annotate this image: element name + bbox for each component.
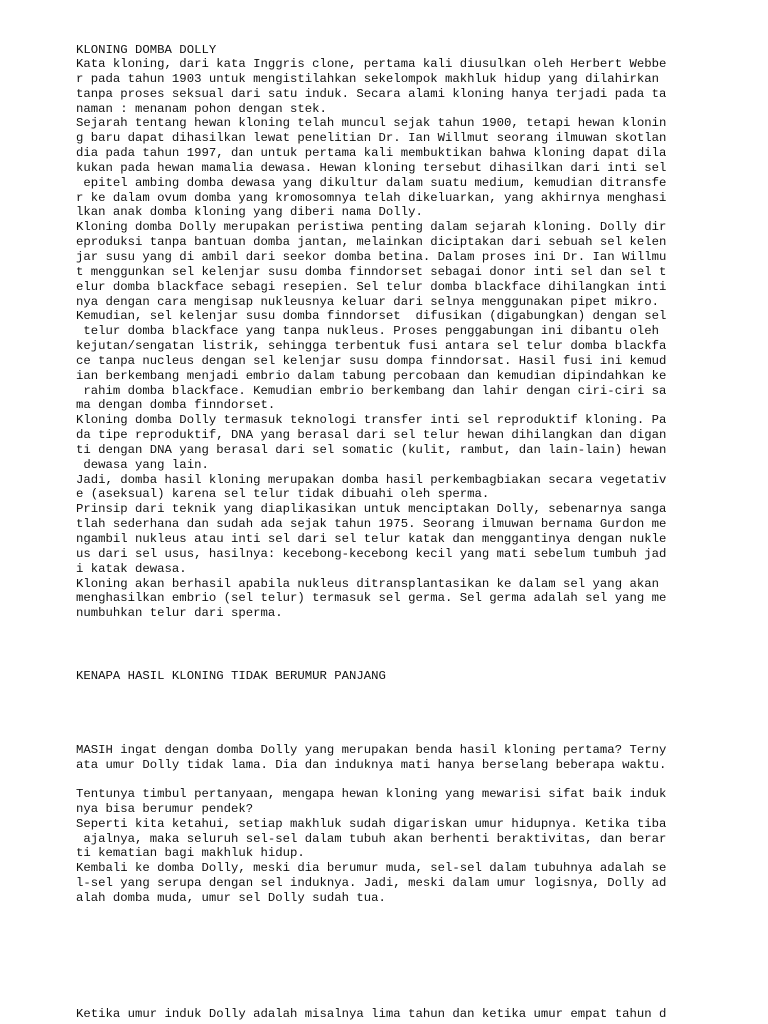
text-line: Jadi, domba hasil kloning merupakan domba hasil perkembagbiakan secara vegetativ xyxy=(76,472,667,487)
text-line: kejutan/sengatan listrik, sehingga terbentuk fusi antara sel telur domba blackfa xyxy=(76,339,667,354)
text-line: ian berkembang menjadi embrio dalam tabung percobaan dan kemudian dipindahkan ke xyxy=(76,368,667,383)
text-line: ma dengan domba finndorset. xyxy=(76,398,276,413)
text-line: nya dengan cara mengisap nukleusnya keluar dari selnya menggunakan pipet mikro. xyxy=(76,294,659,309)
text-line: naman : menanam pohon dengan stek. xyxy=(76,101,327,116)
text-line: telur domba blackface yang tanpa nukleus. Proses penggabungan ini dibantu oleh xyxy=(76,324,659,339)
text-line: Sejarah tentang hewan kloning telah muncul sejak tahun 1900, tetapi hewan klonin xyxy=(76,116,667,131)
text-line: Kloning domba Dolly termasuk teknologi transfer inti sel reproduktif kloning. Pa xyxy=(76,413,667,428)
section-2-heading xyxy=(76,639,696,713)
text-line: alah domba muda, umur sel Dolly sudah tua. xyxy=(76,890,386,905)
text-line: g baru dapat dihasilkan lewat penelitian Dr. Ian Willmut seorang ilmuwan skotlan xyxy=(76,131,667,146)
text-line: Kloning akan berhasil apabila nukleus ditransplantasikan ke dalam sel yang akan xyxy=(76,576,659,591)
text-line: kukan pada hewan mamalia dewasa. Hewan kloning tersebut dihasilkan dari inti sel xyxy=(76,160,667,175)
text-line: t menggunkan sel kelenjar susu domba finndorset sebagai donor inti sel dan sel t xyxy=(76,264,667,279)
text-line: elur domba blackface sebagi resepien. Sel telur domba blackface dihilangkan inti xyxy=(76,279,667,294)
text-line: Kembali ke domba Dolly, meski dia berumur muda, sel-sel dalam tubuhnya adalah se xyxy=(76,861,667,876)
text-line: Seperti kita ketahui, setiap makhluk sudah digariskan umur hidupnya. Ketika tiba xyxy=(76,816,667,831)
text-line: nya bisa berumur pendek? xyxy=(76,801,254,816)
text-line: ngambil nukleus atau inti sel dari sel telur katak dan menggantinya dengan nukle xyxy=(76,532,667,546)
text-line: tanpa proses seksual dari satu induk. Secara alami kloning hanya terjadi pada ta xyxy=(76,86,667,101)
text-line: l-sel yang serupa dengan sel induknya. Jadi, meski dalam umur logisnya, Dolly ad xyxy=(76,876,667,891)
text-line: ce tanpa nucleus dengan sel kelenjar susu dompa finndorsat. Hasil fusi ini kemud xyxy=(76,353,667,368)
text-line: r pada tahun 1903 untuk mengistilahkan sekelompok makhluk hidup yang dilahirkan xyxy=(76,71,659,86)
section-2-intro xyxy=(76,743,696,773)
text-line: rahim domba blackface. Kemudian embrio berkembang dan lahir dengan ciri-ciri sa xyxy=(76,383,667,398)
title-line: KLONING DOMBA DOLLY xyxy=(76,42,217,57)
text-line: jar susu yang di ambil dari seekor domba betina. Dalam proses ini Dr. Ian Willmu xyxy=(76,249,667,264)
text-line: Kata kloning, dari kata Inggris clone, pertama kali diusulkan oleh Herbert Webbe xyxy=(76,57,667,71)
text-line: MASIH ingat dengan domba Dolly yang merupakan benda hasil kloning pertama? Terny xyxy=(76,743,667,757)
text-line: epitel ambing domba dewasa yang dikultur dalam suatu medium, kemudian ditransfe xyxy=(76,175,667,190)
section-2-continuation xyxy=(76,1007,696,1022)
text-line: Kemudian, sel kelenjar susu domba finndorset difusikan (digabungkan) dengan sel xyxy=(76,309,667,324)
text-line: ti dengan DNA yang berasal dari sel somatic (kulit, rambut, dan lain-lain) hewan xyxy=(76,442,667,457)
text-line: ajalnya, maka seluruh sel-sel dalam tubuh akan berhenti beraktivitas, dan berar xyxy=(76,831,667,846)
text-line: numbuhkan telur dari sperma. xyxy=(76,606,283,621)
text-line: i katak dewasa. xyxy=(76,561,187,576)
text-line: us dari sel usus, hasilnya: kecebong-kecebong kecil yang mati sebelum tumbuh jad xyxy=(76,546,667,561)
text-line: Prinsip dari teknik yang diaplikasikan untuk menciptakan Dolly, sebenarnya sanga xyxy=(76,502,667,517)
text-line: Kloning domba Dolly merupakan peristiwa penting dalam sejarah kloning. Dolly dir xyxy=(76,220,667,235)
text-line: eproduksi tanpa bantuan domba jantan, melainkan diciptakan dari sebuah sel kelen xyxy=(76,235,667,250)
text-line: dia pada tahun 1997, dan untuk pertama kali membuktikan bahwa kloning dapat dila xyxy=(76,146,667,161)
section-1-body xyxy=(76,57,696,621)
text-line: e (aseksual) karena sel telur tidak dibuahi oleh sperma. xyxy=(76,487,490,502)
heading-line: KENAPA HASIL KLONING TIDAK BERUMUR PANJANG xyxy=(76,668,386,683)
text-line: ata umur Dolly tidak lama. Dia dan induknya mati hanya berselang beberapa waktu. xyxy=(76,757,667,772)
section-2-body xyxy=(76,787,696,906)
text-line: menghasilkan embrio (sel telur) termasuk sel germa. Sel germa adalah sel yang me xyxy=(76,591,667,606)
text-line: ti kematian bagi makhluk hidup. xyxy=(76,846,305,861)
text-line: tlah sederhana dan sudah ada sejak tahun 1975. Seorang ilmuwan bernama Gurdon me xyxy=(76,517,667,532)
text-line: da tipe reproduktif, DNA yang berasal dari sel telur hewan dihilangkan dan digan xyxy=(76,428,667,443)
text-line: Tentunya timbul pertanyaan, mengapa hewan kloning yang mewarisi sifat baik induk xyxy=(76,787,667,801)
text-line: r ke dalam ovum domba yang kromosomnya telah dikeluarkan, yang akhirnya menghasi xyxy=(76,190,667,205)
text-line: Ketika umur induk Dolly adalah misalnya lima tahun dan ketika umur empat tahun d xyxy=(76,1007,667,1021)
text-line: lkan anak domba kloning yang diberi nama Dolly. xyxy=(76,205,423,220)
text-line: dewasa yang lain. xyxy=(76,457,209,472)
